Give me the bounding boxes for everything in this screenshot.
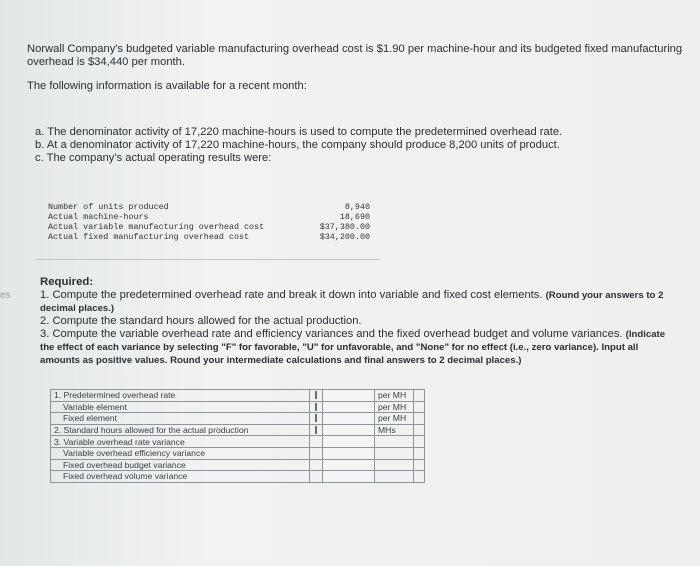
list-item: a. The denominator activity of 17,220 machine-hours is used to compute the predetermined overhead rate. xyxy=(35,126,563,138)
table-row xyxy=(51,447,425,459)
result-label: Number of units produced xyxy=(48,202,169,212)
row-label: Fixed element xyxy=(51,413,310,425)
results-divider xyxy=(35,259,380,260)
row-label: Fixed overhead budget variance xyxy=(51,459,310,471)
spacer-cell xyxy=(414,447,425,459)
spacer-cell xyxy=(414,413,425,425)
result-label: Actual variable manufacturing overhead cost xyxy=(48,222,265,232)
variance-amount-input[interactable] xyxy=(323,436,375,448)
spacer-cell xyxy=(414,424,425,436)
variance-effect-select[interactable] xyxy=(375,471,414,483)
results-labels xyxy=(48,202,264,242)
row-indicator xyxy=(310,413,323,425)
variance-amount-input[interactable] xyxy=(323,447,375,459)
answer-input[interactable] xyxy=(323,401,375,413)
row-label: Variable overhead efficiency variance xyxy=(51,447,310,459)
requirement-3-note: (Indicate the effect of each variance by selecting "F" for favorable, "U" for unfavorable, and "None" for no effect (i.e., zero variance). Input all amounts as positive values. Round your intermediate calculations and final answers to 2 decimal places.) xyxy=(40,329,666,366)
required-title: Required: xyxy=(40,276,94,288)
requirement-2: 2. Compute the standard hours allowed for the actual production. xyxy=(40,315,362,327)
problem-intro: Norwall Company's budgeted variable manufacturing overhead cost is $1.90 per machine-hour and its budgeted fixed manufacturing overhead is $34,440 per month. xyxy=(27,43,683,68)
requirement-1-note: (Round your answers to 2 decimal places.) xyxy=(40,290,664,314)
variance-amount-input[interactable] xyxy=(323,459,375,471)
table-row xyxy=(51,424,425,436)
result-value: $37,380.00 xyxy=(319,222,370,232)
following-info-heading: The following information is available for a recent month: xyxy=(27,80,307,92)
spacer-cell xyxy=(414,436,425,448)
indicator-mark xyxy=(315,391,317,399)
variance-effect-select[interactable] xyxy=(375,459,414,471)
row-indicator xyxy=(310,447,323,459)
row-indicator xyxy=(310,459,323,471)
requirement-1 xyxy=(40,289,680,315)
indicator-mark xyxy=(315,426,317,434)
row-indicator xyxy=(310,390,323,402)
unit-label: per MH xyxy=(375,401,414,413)
table-row xyxy=(51,390,425,402)
requirement-3 xyxy=(40,328,680,367)
result-label: Actual machine-hours xyxy=(48,212,149,222)
required-section xyxy=(40,276,680,367)
table-row xyxy=(51,436,425,448)
requirement-3-text: 3. Compute the variable overhead rate and efficiency variances and the fixed overhead budget and volume variances. xyxy=(40,328,626,340)
unit-label: per MH xyxy=(375,390,414,402)
unit-label: per MH xyxy=(375,413,414,425)
row-label: Fixed overhead volume variance xyxy=(51,471,310,483)
row-label: 3. Variable overhead rate variance xyxy=(51,436,310,448)
answer-input[interactable] xyxy=(323,413,375,425)
row-indicator xyxy=(310,424,323,436)
spacer-cell xyxy=(414,401,425,413)
row-label: 1. Predetermined overhead rate xyxy=(51,390,310,402)
row-label: 2. Standard hours allowed for the actual production xyxy=(51,424,310,436)
unit-label: MHs xyxy=(375,424,414,436)
table-row xyxy=(51,459,425,471)
variance-amount-input[interactable] xyxy=(323,471,375,483)
table-row xyxy=(51,471,425,483)
given-info-list xyxy=(35,126,675,165)
table-row xyxy=(51,401,425,413)
result-value: 18,690 xyxy=(339,212,370,222)
variance-effect-select[interactable] xyxy=(375,447,414,459)
results-values xyxy=(300,202,370,242)
spacer-cell xyxy=(414,459,425,471)
result-value: 8,940 xyxy=(344,202,370,212)
list-item: c. The company's actual operating results were: xyxy=(35,152,272,164)
answer-input[interactable] xyxy=(323,390,375,402)
answer-table xyxy=(50,389,425,483)
cropped-edge-text: es xyxy=(0,290,11,301)
result-value: $34,200.00 xyxy=(319,232,370,242)
row-label: Variable element xyxy=(51,401,310,413)
row-indicator xyxy=(310,471,323,483)
spacer-cell xyxy=(414,390,425,402)
list-item: b. At a denominator activity of 17,220 machine-hours, the company should produce 8,200 units of product. xyxy=(35,139,560,151)
indicator-mark xyxy=(315,414,317,422)
requirement-1-text: 1. Compute the predetermined overhead rate and break it down into variable and fixed cost elements. xyxy=(40,289,546,301)
table-row xyxy=(51,413,425,425)
answer-input[interactable] xyxy=(323,424,375,436)
variance-effect-select[interactable] xyxy=(375,436,414,448)
result-label: Actual fixed manufacturing overhead cost xyxy=(48,232,250,242)
indicator-mark xyxy=(315,403,317,411)
spacer-cell xyxy=(414,471,425,483)
row-indicator xyxy=(310,401,323,413)
row-indicator xyxy=(310,436,323,448)
